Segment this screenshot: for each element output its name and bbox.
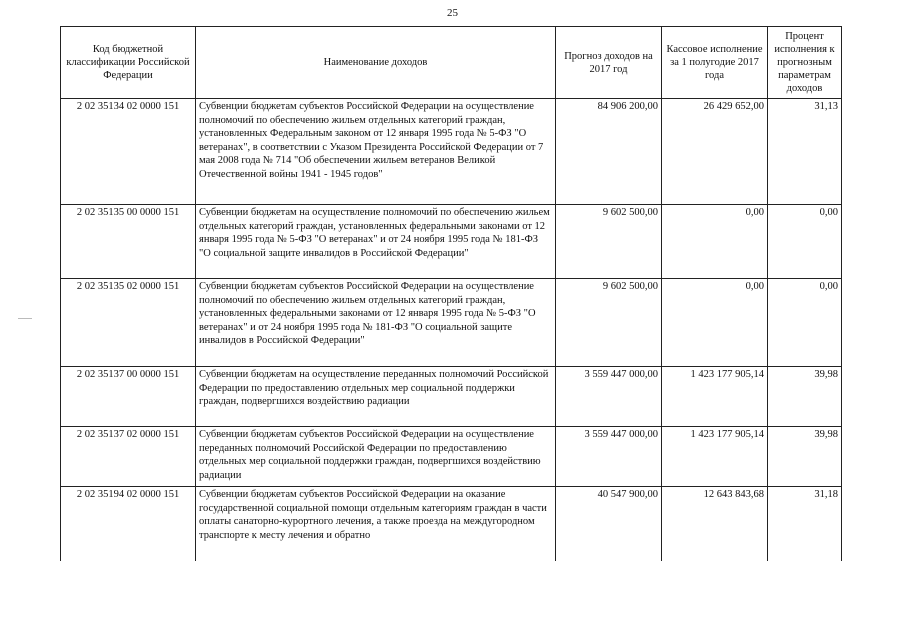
row-forecast: 40 547 900,00: [556, 487, 662, 561]
row-execution: 0,00: [662, 205, 768, 279]
table-row: [61, 205, 842, 279]
table-row: [61, 99, 842, 205]
revenue-table: [60, 26, 842, 561]
row-execution: 1 423 177 905,14: [662, 427, 768, 487]
row-execution: 12 643 843,68: [662, 487, 768, 561]
row-forecast: 3 559 447 000,00: [556, 427, 662, 487]
header-name: Наименование доходов: [196, 27, 556, 99]
row-name: Субвенции бюджетам субъектов Российской Федерации на оказание государственной социальной помощи отдельным категориям граждан в части оплаты санаторно-курортного лечения, а также проезда на междугородном транспорте к месту лечения и обратно: [196, 487, 556, 561]
header-forecast: Прогноз доходов на 2017 год: [556, 27, 662, 99]
table-row: [61, 279, 842, 367]
row-code: 2 02 35137 02 0000 151: [61, 427, 196, 487]
row-forecast: 3 559 447 000,00: [556, 367, 662, 427]
table-row: [61, 367, 842, 427]
scan-artifact: [18, 318, 32, 319]
row-code: 2 02 35134 02 0000 151: [61, 99, 196, 205]
row-forecast: 84 906 200,00: [556, 99, 662, 205]
page-number: 25: [447, 7, 458, 19]
row-percent: 31,18: [768, 487, 842, 561]
row-name: Субвенции бюджетам субъектов Российской Федерации на осуществление переданных полномочий Российской Федерации по предоставлению отдельных мер социальной поддержки граждан, подвергшихся воздействию радиации: [196, 427, 556, 487]
header-code: Код бюджетной классификации Российской Федерации: [61, 27, 196, 99]
row-percent: 31,13: [768, 99, 842, 205]
row-forecast: 9 602 500,00: [556, 279, 662, 367]
row-execution: 1 423 177 905,14: [662, 367, 768, 427]
row-code: 2 02 35137 00 0000 151: [61, 367, 196, 427]
row-name: Субвенции бюджетам субъектов Российской Федерации на осуществление полномочий по обеспечению жильем отдельных категорий граждан, установленных федеральными законами от 12 января 1995 года № 5-ФЗ "О ветеранах" и от 24 ноября 1995 года № 181-ФЗ "О социальной защите инвалидов в Российской Федерации": [196, 279, 556, 367]
row-percent: 0,00: [768, 205, 842, 279]
row-forecast: 9 602 500,00: [556, 205, 662, 279]
row-name: Субвенции бюджетам на осуществление переданных полномочий Российской Федерации по предоставлению отдельных мер социальной поддержки граждан, подвергшихся воздействию радиации: [196, 367, 556, 427]
header-execution: Кассовое исполнение за 1 полугодие 2017 года: [662, 27, 768, 99]
table-row: [61, 487, 842, 561]
row-name: Субвенции бюджетам на осуществление полномочий по обеспечению жильем отдельных категорий граждан, установленных федеральными законами от 12 января 1995 года № 5-ФЗ "О ветеранах" и от 24 ноября 1995 года № 181-ФЗ "О социальной защите инвалидов в Российской Федерации": [196, 205, 556, 279]
row-percent: 0,00: [768, 279, 842, 367]
row-execution: 26 429 652,00: [662, 99, 768, 205]
row-percent: 39,98: [768, 427, 842, 487]
row-code: 2 02 35194 02 0000 151: [61, 487, 196, 561]
row-code: 2 02 35135 02 0000 151: [61, 279, 196, 367]
row-code: 2 02 35135 00 0000 151: [61, 205, 196, 279]
row-percent: 39,98: [768, 367, 842, 427]
table-header-row: [61, 27, 842, 99]
row-execution: 0,00: [662, 279, 768, 367]
table-row: [61, 427, 842, 487]
header-percent: Процент исполнения к прогнозным параметрам доходов: [768, 27, 842, 99]
row-name: Субвенции бюджетам субъектов Российской Федерации на осуществление полномочий по обеспечению жильем отдельных категорий граждан, установленных Федеральным законом от 12 января 1995 года № 5-ФЗ "О ветеранах", в соответствии с Указом Президента Российской Федерации от 7 мая 2008 года № 714 "Об обеспечении жильем ветеранов Великой Отечественной войны 1941 - 1945 годов": [196, 99, 556, 205]
